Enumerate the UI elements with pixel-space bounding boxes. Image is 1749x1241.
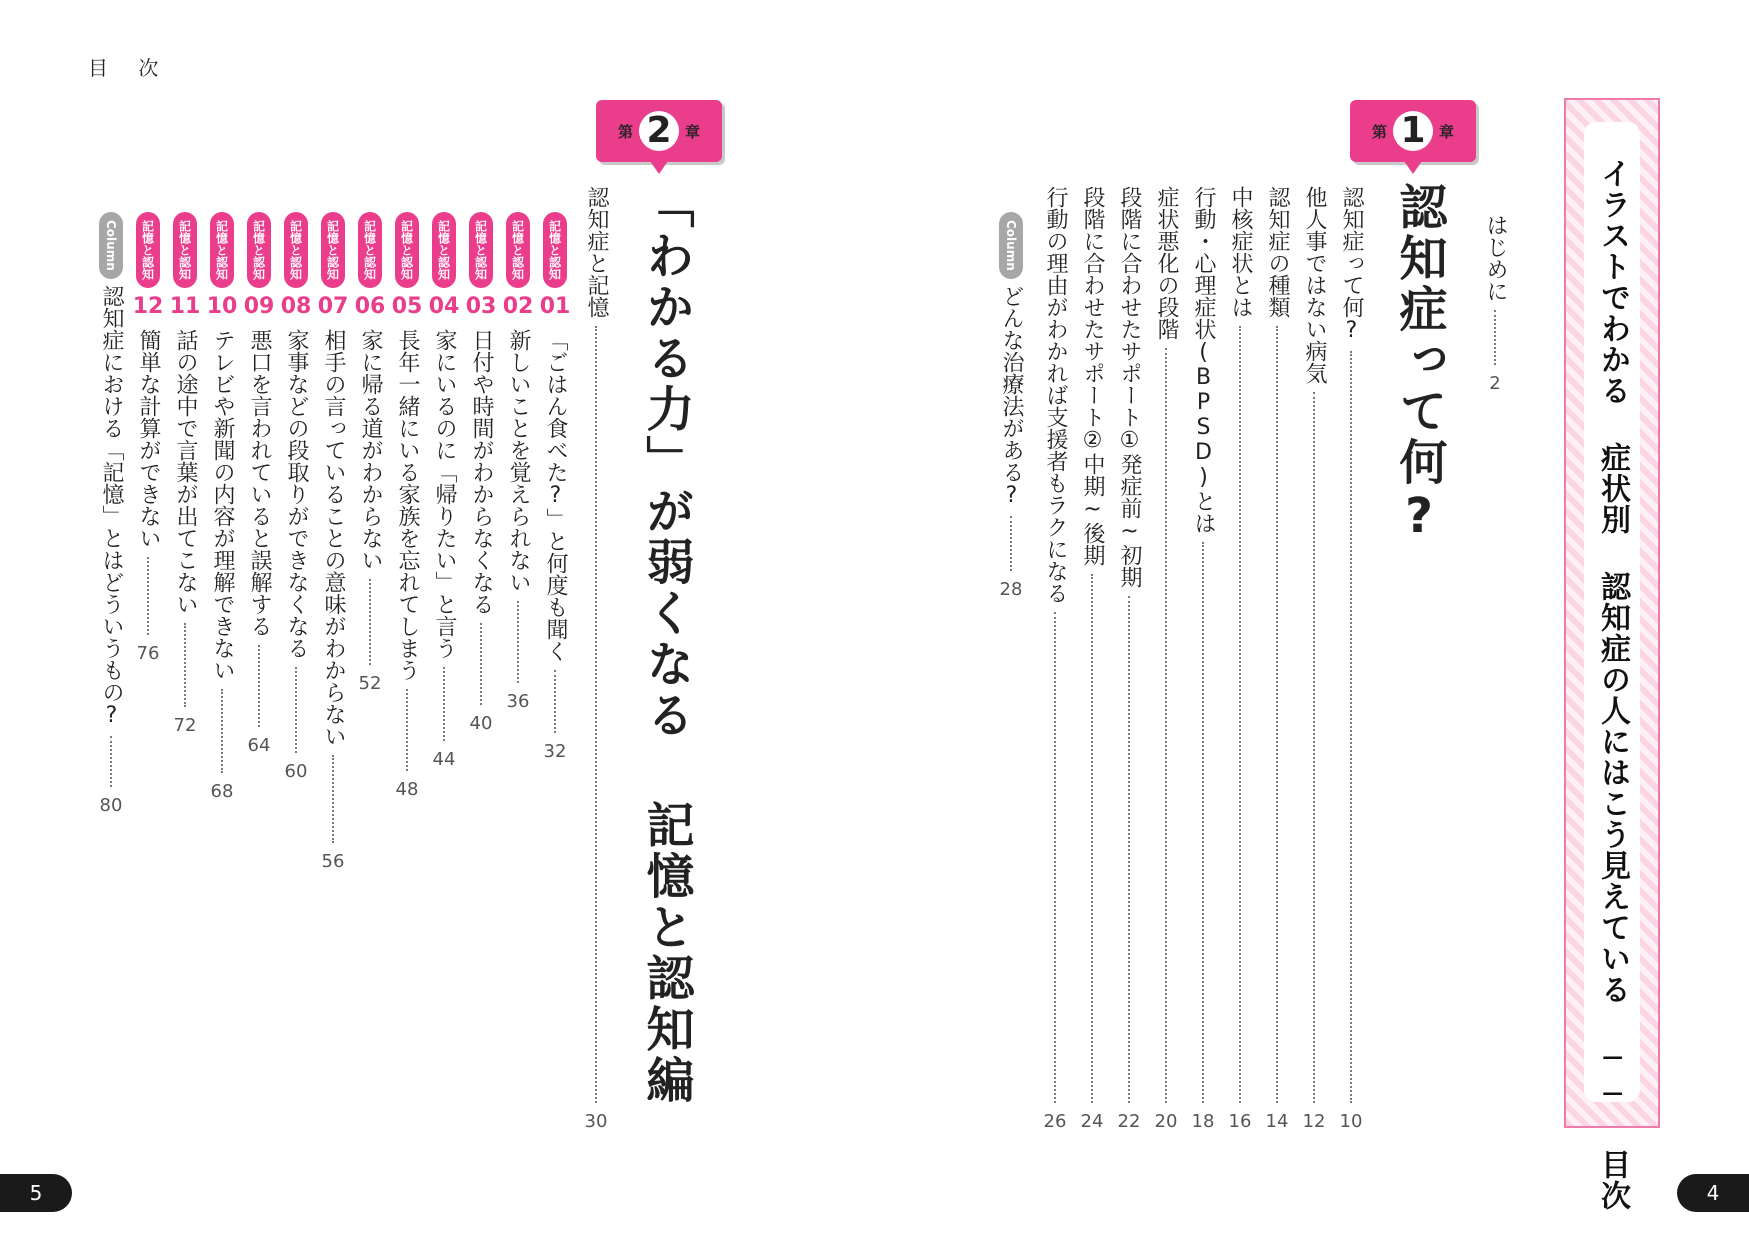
leader-dots [1202,542,1204,1103]
toc-entry-column-1[interactable] [996,212,1026,600]
item-number: 08 [280,294,312,319]
toc-entry-label: 簡単な計算ができない [136,329,161,549]
toc-entry-label: 長年一緒にいる家族を忘れてしまう [395,329,420,681]
leader-dots [480,623,482,705]
toc-entry-section[interactable] [581,186,611,1132]
toc-entry-9[interactable] [1040,186,1070,1132]
toc-entry-label: 悪口を言われていると誤解する [247,329,272,637]
toc-entry-intro[interactable] [1480,214,1510,394]
toc-item-07[interactable] [318,212,348,872]
leader-dots [1054,612,1056,1103]
leader-dots [1165,348,1167,1103]
item-number: 02 [502,294,534,319]
item-number: 11 [169,294,201,319]
chapter-1-title: 認知症って何? [1391,182,1447,547]
toc-entry-page: 18 [1191,1111,1215,1132]
toc-entry-page: 72 [173,715,197,736]
toc-entry-page: 10 [1339,1111,1363,1132]
toc-entry-label: 認知症の種類 [1265,186,1290,318]
toc-entry-label: 話の途中で言葉が出てこない [173,329,198,615]
item-badge: 記憶と認知 [358,212,382,288]
leader-dots [1494,310,1496,365]
leader-dots [332,755,334,843]
toc-item-01[interactable] [540,212,570,762]
leader-dots [406,689,408,771]
toc-entry-label: テレビや新聞の内容が理解できない [210,329,235,681]
leader-dots [147,557,149,635]
chapter-1-tab [1350,100,1476,162]
leader-dots [1350,351,1352,1103]
leader-dots [258,645,260,727]
item-number: 07 [317,294,349,319]
toc-entry-label: 家事などの段取りができなくなる [284,329,309,659]
toc-entry-label: 中核症状とは [1228,186,1253,318]
column-badge: Column [999,212,1023,279]
toc-entry-page: 14 [1265,1111,1289,1132]
leader-dots [1128,596,1130,1103]
book-title-box [1564,98,1660,1211]
toc-entry-page: 12 [1302,1111,1326,1132]
item-number: 03 [465,294,497,319]
toc-entry-7[interactable] [1114,186,1144,1132]
item-badge: 記憶と認知 [247,212,271,288]
toc-entry-page: 22 [1117,1111,1141,1132]
page-number-left: 5 [0,1174,72,1212]
toc-item-09[interactable] [244,212,274,756]
toc-entry-page: 36 [506,691,530,712]
toc-entry-label: 新しいことを覚えられない [506,329,531,593]
item-badge: 記憶と認知 [284,212,308,288]
toc-entry-label: 行動・心理症状(BPSD)とは [1191,186,1216,534]
leader-dots [554,670,556,733]
leader-dots [295,667,297,753]
chapter-prefix: 第 [617,122,633,141]
item-badge: 記憶と認知 [469,212,493,288]
toc-entry-page: 28 [999,579,1023,600]
leader-dots [1010,516,1012,571]
leader-dots [1239,326,1241,1103]
toc-entry-page: 2 [1489,373,1501,394]
toc-entry-label: 家に帰る道がわからない [358,329,383,571]
toc-entry-page: 20 [1154,1111,1178,1132]
page-label: 目 次 [88,56,171,80]
toc-entry-page: 26 [1043,1111,1067,1132]
toc-item-12[interactable] [133,212,163,664]
toc-entry-label: 段階に合わせたサポート②中期~後期 [1080,186,1105,566]
toc-entry-label: 「ごはん食べた?」と何度も聞く [543,329,568,662]
item-badge: 記憶と認知 [321,212,345,288]
toc-entry-label: 認知症って何? [1339,186,1364,343]
toc-item-06[interactable] [355,212,385,694]
leader-dots [1276,326,1278,1103]
item-badge: 記憶と認知 [506,212,530,288]
item-number: 06 [354,294,386,319]
leader-dots [595,326,597,1103]
toc-entry-3[interactable] [1262,186,1292,1132]
leader-dots [110,736,112,787]
toc-entry-label: 相手の言っていることの意味がわからない [321,329,346,747]
toc-entry-label: 認知症における「記憶」とはどういうもの? [99,284,124,728]
page-number-right: 4 [1677,1174,1749,1212]
toc-item-04[interactable] [429,212,459,770]
toc-entry-page: 48 [395,779,419,800]
toc-entry-label: 段階に合わせたサポート①発症前~初期 [1117,186,1142,588]
chapter-suffix: 章 [1439,122,1455,141]
toc-entry-page: 24 [1080,1111,1104,1132]
toc-entry-6[interactable] [1151,186,1181,1132]
item-number: 01 [539,294,571,319]
item-number: 09 [243,294,275,319]
item-badge: 記憶と認知 [395,212,419,288]
toc-item-10[interactable] [207,212,237,802]
chapter-2-tab [596,100,722,162]
chapter-2-title: 「わかる力」が弱くなる 記憶と認知編 [638,180,694,1106]
item-badge: 記憶と認知 [210,212,234,288]
toc-entry-page: 76 [136,643,160,664]
toc-item-11[interactable] [170,212,200,736]
toc-entry-label: 日付や時間がわからなくなる [469,329,494,615]
leader-dots [517,601,519,683]
toc-entry-label: 他人事ではない病気 [1302,186,1327,384]
leader-dots [221,689,223,773]
item-number: 04 [428,294,460,319]
toc-entry-page: 32 [543,741,567,762]
leader-dots [369,579,371,665]
item-badge: 記憶と認知 [543,212,567,288]
toc-entry-label: はじめに [1483,214,1508,302]
chapter-suffix: 章 [685,122,701,141]
leader-dots [443,667,445,741]
chapter-number: 2 [639,111,679,151]
toc-entry-1[interactable] [1336,186,1366,1132]
toc-entry-5[interactable] [1188,186,1218,1132]
leader-dots [184,623,186,707]
toc-entry-4[interactable] [1225,186,1255,1132]
toc-item-08[interactable] [281,212,311,782]
item-badge: 記憶と認知 [432,212,456,288]
toc-item-02[interactable] [503,212,533,712]
item-number: 10 [206,294,238,319]
chapter-prefix: 第 [1371,122,1387,141]
toc-entry-page: 68 [210,781,234,802]
toc-entry-label: 認知症と記憶 [584,186,609,318]
leader-dots [1313,392,1315,1103]
toc-entry-page: 60 [284,761,308,782]
leader-dots [1091,574,1093,1103]
toc-entry-page: 16 [1228,1111,1252,1132]
book-title: イラストでわかる 症状別 認知症の人にはこう見えている ── 目次 [1595,158,1630,1211]
toc-entry-page: 80 [99,795,123,816]
item-badge: 記憶と認知 [136,212,160,288]
toc-entry-page: 56 [321,851,345,872]
chapter-number: 1 [1393,111,1433,151]
toc-item-05[interactable] [392,212,422,800]
toc-entry-2[interactable] [1299,186,1329,1132]
toc-entry-label: どんな治療法がある? [999,284,1024,508]
toc-item-03[interactable] [466,212,496,734]
item-number: 12 [132,294,164,319]
toc-entry-label: 家にいるのに「帰りたい」と言う [432,329,457,659]
toc-entry-page: 64 [247,735,271,756]
toc-entry-page: 30 [584,1111,608,1132]
toc-entry-label: 症状悪化の段階 [1154,186,1179,340]
book-title-panel [1584,122,1640,1211]
toc-entry-page: 52 [358,673,382,694]
toc-entry-column-2[interactable] [96,212,126,816]
toc-entry-label: 行動の理由がわかれば支援者もラクになる [1043,186,1068,604]
column-badge: Column [99,212,123,279]
toc-entry-page: 40 [469,713,493,734]
toc-entry-8[interactable] [1077,186,1107,1132]
item-badge: 記憶と認知 [173,212,197,288]
item-number: 05 [391,294,423,319]
toc-entry-page: 44 [432,749,456,770]
